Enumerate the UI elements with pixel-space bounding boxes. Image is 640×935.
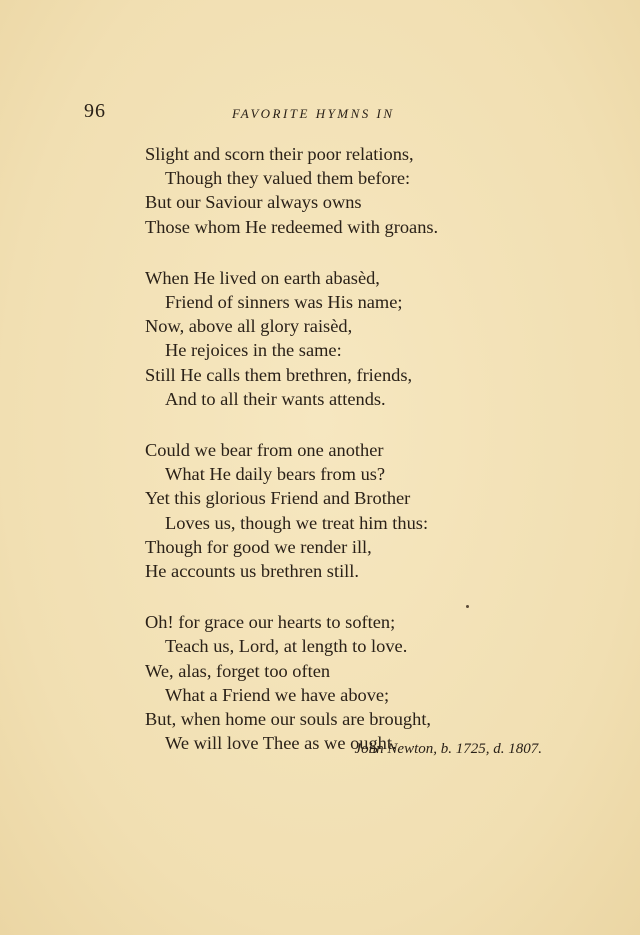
verse-line: What a Friend we have above; <box>165 684 390 705</box>
verse-line: Slight and scorn their poor relations, <box>145 144 414 164</box>
verse-line: He rejoices in the same: <box>165 340 342 361</box>
stanza <box>145 142 565 239</box>
verse-line: Oh! for grace our hearts to soften; <box>145 612 396 633</box>
hymn-text <box>145 142 565 782</box>
verse-line: Yet this glorious Friend and Brother <box>145 488 411 509</box>
page-number: 96 <box>84 100 106 122</box>
stanza <box>145 266 565 411</box>
verse-line: Friend of sinners was His name; <box>165 292 403 313</box>
verse-line: When He lived on earth abasèd, <box>145 267 380 288</box>
ink-speck <box>466 605 469 608</box>
verse-line: But, when home our souls are brought, <box>145 709 432 730</box>
verse-line: Now, above all glory raisèd, <box>145 316 353 337</box>
stanza <box>145 438 565 583</box>
verse-line: Teach us, Lord, at length to love. <box>165 636 408 657</box>
verse-line: What He daily bears from us? <box>165 464 386 485</box>
verse-line: We, alas, forget too often <box>145 660 331 681</box>
verse-line: Though for good we render ill, <box>145 536 372 557</box>
verse-line: And to all their wants attends. <box>165 388 386 409</box>
verse-line: Though they valued them before: <box>165 168 411 189</box>
stanza <box>145 610 565 755</box>
running-head: FAVORITE HYMNS IN <box>232 106 395 121</box>
author-attribution: John Newton, b. 1725, d. 1807. <box>354 741 542 757</box>
verse-line: Loves us, though we treat him thus: <box>165 512 429 533</box>
verse-line: Could we bear from one another <box>145 440 384 461</box>
verse-line: He accounts us brethren still. <box>145 561 359 582</box>
verse-line: We will love Thee as we ought. <box>165 733 397 754</box>
verse-line: Those whom He redeemed with groans. <box>145 216 439 237</box>
verse-line: Still He calls them brethren, friends, <box>145 364 413 385</box>
verse-line: But our Saviour always owns <box>145 192 362 213</box>
